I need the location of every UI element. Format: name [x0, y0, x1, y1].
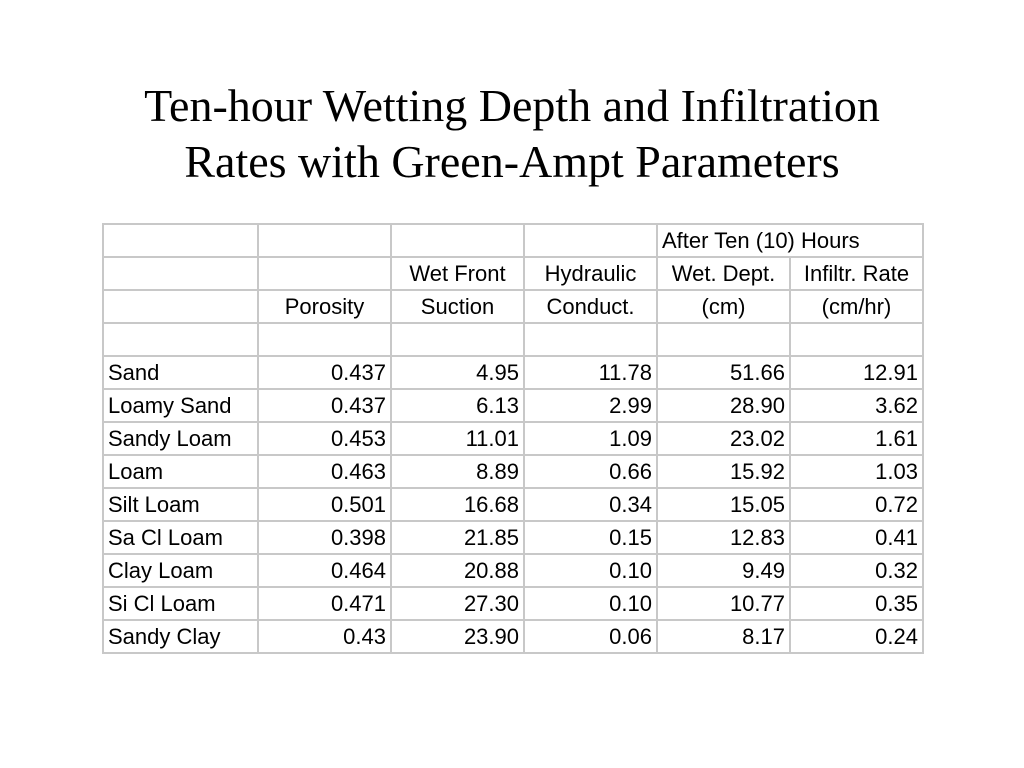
conduct-cell: 11.78: [524, 356, 657, 389]
soil-name-cell: Sandy Clay: [103, 620, 258, 653]
depth-cell: 51.66: [657, 356, 790, 389]
title-line-2: Rates with Green-Ampt Parameters: [184, 136, 840, 187]
depth-cell: 12.83: [657, 521, 790, 554]
rate-cell: 1.03: [790, 455, 923, 488]
rate-unit-header: (cm/hr): [790, 290, 923, 323]
porosity-cell: 0.437: [258, 389, 391, 422]
depth-cell: 8.17: [657, 620, 790, 653]
conduct-cell: 0.10: [524, 554, 657, 587]
rate-cell: 12.91: [790, 356, 923, 389]
spacer-cell: [258, 323, 391, 356]
rate-cell: 0.24: [790, 620, 923, 653]
suction-cell: 6.13: [391, 389, 524, 422]
depth-unit-header: (cm): [657, 290, 790, 323]
table-row: [103, 488, 923, 521]
header-row-2: [103, 257, 923, 290]
suction-header-bottom: Suction: [391, 290, 524, 323]
title-line-1: Ten-hour Wetting Depth and Infiltration: [144, 80, 880, 131]
rate-cell: 0.32: [790, 554, 923, 587]
soil-name-cell: Loamy Sand: [103, 389, 258, 422]
suction-header-top: Wet Front: [391, 257, 524, 290]
conduct-cell: 2.99: [524, 389, 657, 422]
soil-name-cell: Sandy Loam: [103, 422, 258, 455]
conduct-cell: 0.10: [524, 587, 657, 620]
spacer-cell: [790, 323, 923, 356]
spacer-cell: [103, 323, 258, 356]
rate-header-top: Infiltr. Rate: [790, 257, 923, 290]
soil-name-cell: Sand: [103, 356, 258, 389]
soil-name-cell: Si Cl Loam: [103, 587, 258, 620]
conduct-cell: 0.66: [524, 455, 657, 488]
rate-cell: 1.61: [790, 422, 923, 455]
spacer-cell: [524, 323, 657, 356]
header-cell-empty: [258, 257, 391, 290]
header-cell-empty: [524, 224, 657, 257]
depth-cell: 9.49: [657, 554, 790, 587]
header-row-1: [103, 224, 923, 257]
suction-cell: 11.01: [391, 422, 524, 455]
soil-name-cell: Loam: [103, 455, 258, 488]
porosity-cell: 0.398: [258, 521, 391, 554]
depth-cell: 23.02: [657, 422, 790, 455]
header-row-3: [103, 290, 923, 323]
soil-name-cell: Sa Cl Loam: [103, 521, 258, 554]
table-row: [103, 389, 923, 422]
spacer-row: [103, 323, 923, 356]
suction-cell: 21.85: [391, 521, 524, 554]
spacer-cell: [657, 323, 790, 356]
suction-cell: 8.89: [391, 455, 524, 488]
conduct-cell: 0.06: [524, 620, 657, 653]
soil-name-cell: Clay Loam: [103, 554, 258, 587]
header-cell-empty: [103, 224, 258, 257]
soil-parameters-table: [102, 223, 924, 654]
porosity-header: Porosity: [258, 290, 391, 323]
rate-cell: 0.72: [790, 488, 923, 521]
table-row: [103, 521, 923, 554]
conduct-cell: 1.09: [524, 422, 657, 455]
depth-cell: 15.92: [657, 455, 790, 488]
after-ten-hours-header: After Ten (10) Hours: [657, 224, 923, 257]
soil-name-cell: Silt Loam: [103, 488, 258, 521]
header-cell-empty: [103, 257, 258, 290]
table-row: [103, 455, 923, 488]
table-row: [103, 356, 923, 389]
rate-cell: 0.41: [790, 521, 923, 554]
depth-cell: 15.05: [657, 488, 790, 521]
suction-cell: 16.68: [391, 488, 524, 521]
slide-title: [0, 78, 1024, 190]
header-cell-empty: [103, 290, 258, 323]
porosity-cell: 0.463: [258, 455, 391, 488]
porosity-cell: 0.501: [258, 488, 391, 521]
depth-cell: 10.77: [657, 587, 790, 620]
suction-cell: 23.90: [391, 620, 524, 653]
suction-cell: 20.88: [391, 554, 524, 587]
spacer-cell: [391, 323, 524, 356]
table-row: [103, 554, 923, 587]
table-row: [103, 620, 923, 653]
porosity-cell: 0.471: [258, 587, 391, 620]
conduct-header-top: Hydraulic: [524, 257, 657, 290]
conduct-cell: 0.34: [524, 488, 657, 521]
conduct-header-bottom: Conduct.: [524, 290, 657, 323]
rate-cell: 3.62: [790, 389, 923, 422]
header-cell-empty: [258, 224, 391, 257]
porosity-cell: 0.464: [258, 554, 391, 587]
suction-cell: 27.30: [391, 587, 524, 620]
header-cell-empty: [391, 224, 524, 257]
conduct-cell: 0.15: [524, 521, 657, 554]
porosity-cell: 0.43: [258, 620, 391, 653]
porosity-cell: 0.453: [258, 422, 391, 455]
table-row: [103, 422, 923, 455]
porosity-cell: 0.437: [258, 356, 391, 389]
table-row: [103, 587, 923, 620]
depth-header-top: Wet. Dept.: [657, 257, 790, 290]
rate-cell: 0.35: [790, 587, 923, 620]
suction-cell: 4.95: [391, 356, 524, 389]
depth-cell: 28.90: [657, 389, 790, 422]
